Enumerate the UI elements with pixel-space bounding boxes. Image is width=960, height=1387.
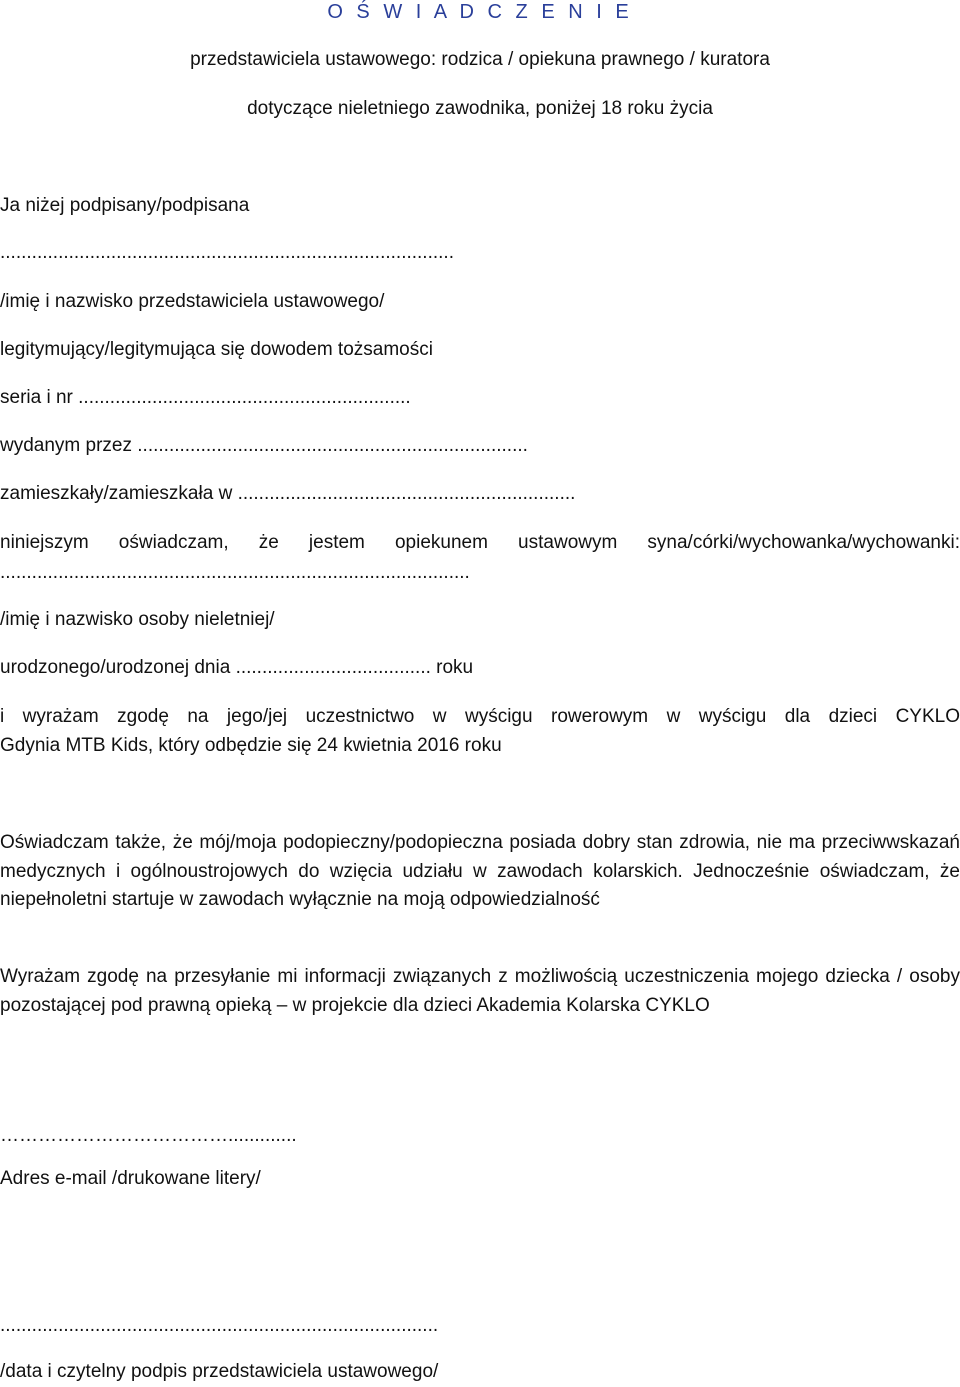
id-series-number-field: seria i nr ...............................................................	[0, 387, 411, 408]
race-consent-text-1: i wyrażam zgodę na jego/jej uczestnictwo w wyścigu rowerowym w wyścigu dla dzieci CYKLO	[0, 706, 960, 727]
signature-caption: /data i czytelny podpis przedstawiciela ustawowego/	[0, 1361, 439, 1382]
signature-blank: ...................................................................................	[0, 1315, 439, 1336]
minor-name-caption: /imię i nazwisko osoby nieletniej/	[0, 609, 275, 630]
issued-by-field: wydanym przez ..........................................................................	[0, 435, 528, 456]
email-blank: ……………………………….............	[0, 1125, 297, 1146]
residence-field: zamieszkały/zamieszkała w ................................................................	[0, 483, 576, 504]
document-title: O Ś W I A D C Z E N I E	[327, 1, 633, 23]
information-consent-paragraph: Wyrażam zgodę na przesyłanie mi informacji związanych z możliwością uczestniczenia mojego dziecka / osoby pozostającej pod prawną opieką – w projekcie dla dzieci Akademia Kolarska CYKLO	[0, 966, 960, 1016]
intro-text: Ja niżej podpisany/podpisana	[0, 195, 250, 216]
race-consent-line-1	[0, 705, 960, 729]
representative-name-blank: ......................................................................................	[0, 242, 454, 263]
document-subtitle-representative: przedstawiciela ustawowego: rodzica / opiekuna prawnego / kuratora	[190, 49, 770, 70]
minor-name-blank: .........................................................................................	[0, 562, 470, 583]
guardian-declaration	[0, 531, 960, 555]
guardian-declaration-text: niniejszym oświadczam, że jestem opiekunem ustawowym syna/córki/wychowanka/wychowanki:	[0, 532, 960, 553]
email-caption: Adres e-mail /drukowane litery/	[0, 1168, 261, 1189]
document-subtitle-minor: dotyczące nieletniego zawodnika, poniżej 18 roku życia	[247, 98, 713, 119]
health-declaration-paragraph: Oświadczam także, że mój/moja podopieczny/podopieczna posiada dobry stan zdrowia, nie ma przeciwwskazań medycznych i ogólnoustrojowych do wzięcia udziału w zawodach kolarskich. Jednocześnie oświadczam, że niepełnoletni startuje w zawodach wyłącznie na moją odpowiedzialność	[0, 832, 960, 910]
identity-document-text: legitymujący/legitymująca się dowodem tożsamości	[0, 339, 433, 360]
representative-name-caption: /imię i nazwisko przedstawiciela ustawowego/	[0, 291, 385, 312]
birth-date-field: urodzonego/urodzonej dnia ..................................... roku	[0, 657, 474, 678]
race-consent-line-2: Gdynia MTB Kids, który odbędzie się 24 kwietnia 2016 roku	[0, 735, 502, 756]
